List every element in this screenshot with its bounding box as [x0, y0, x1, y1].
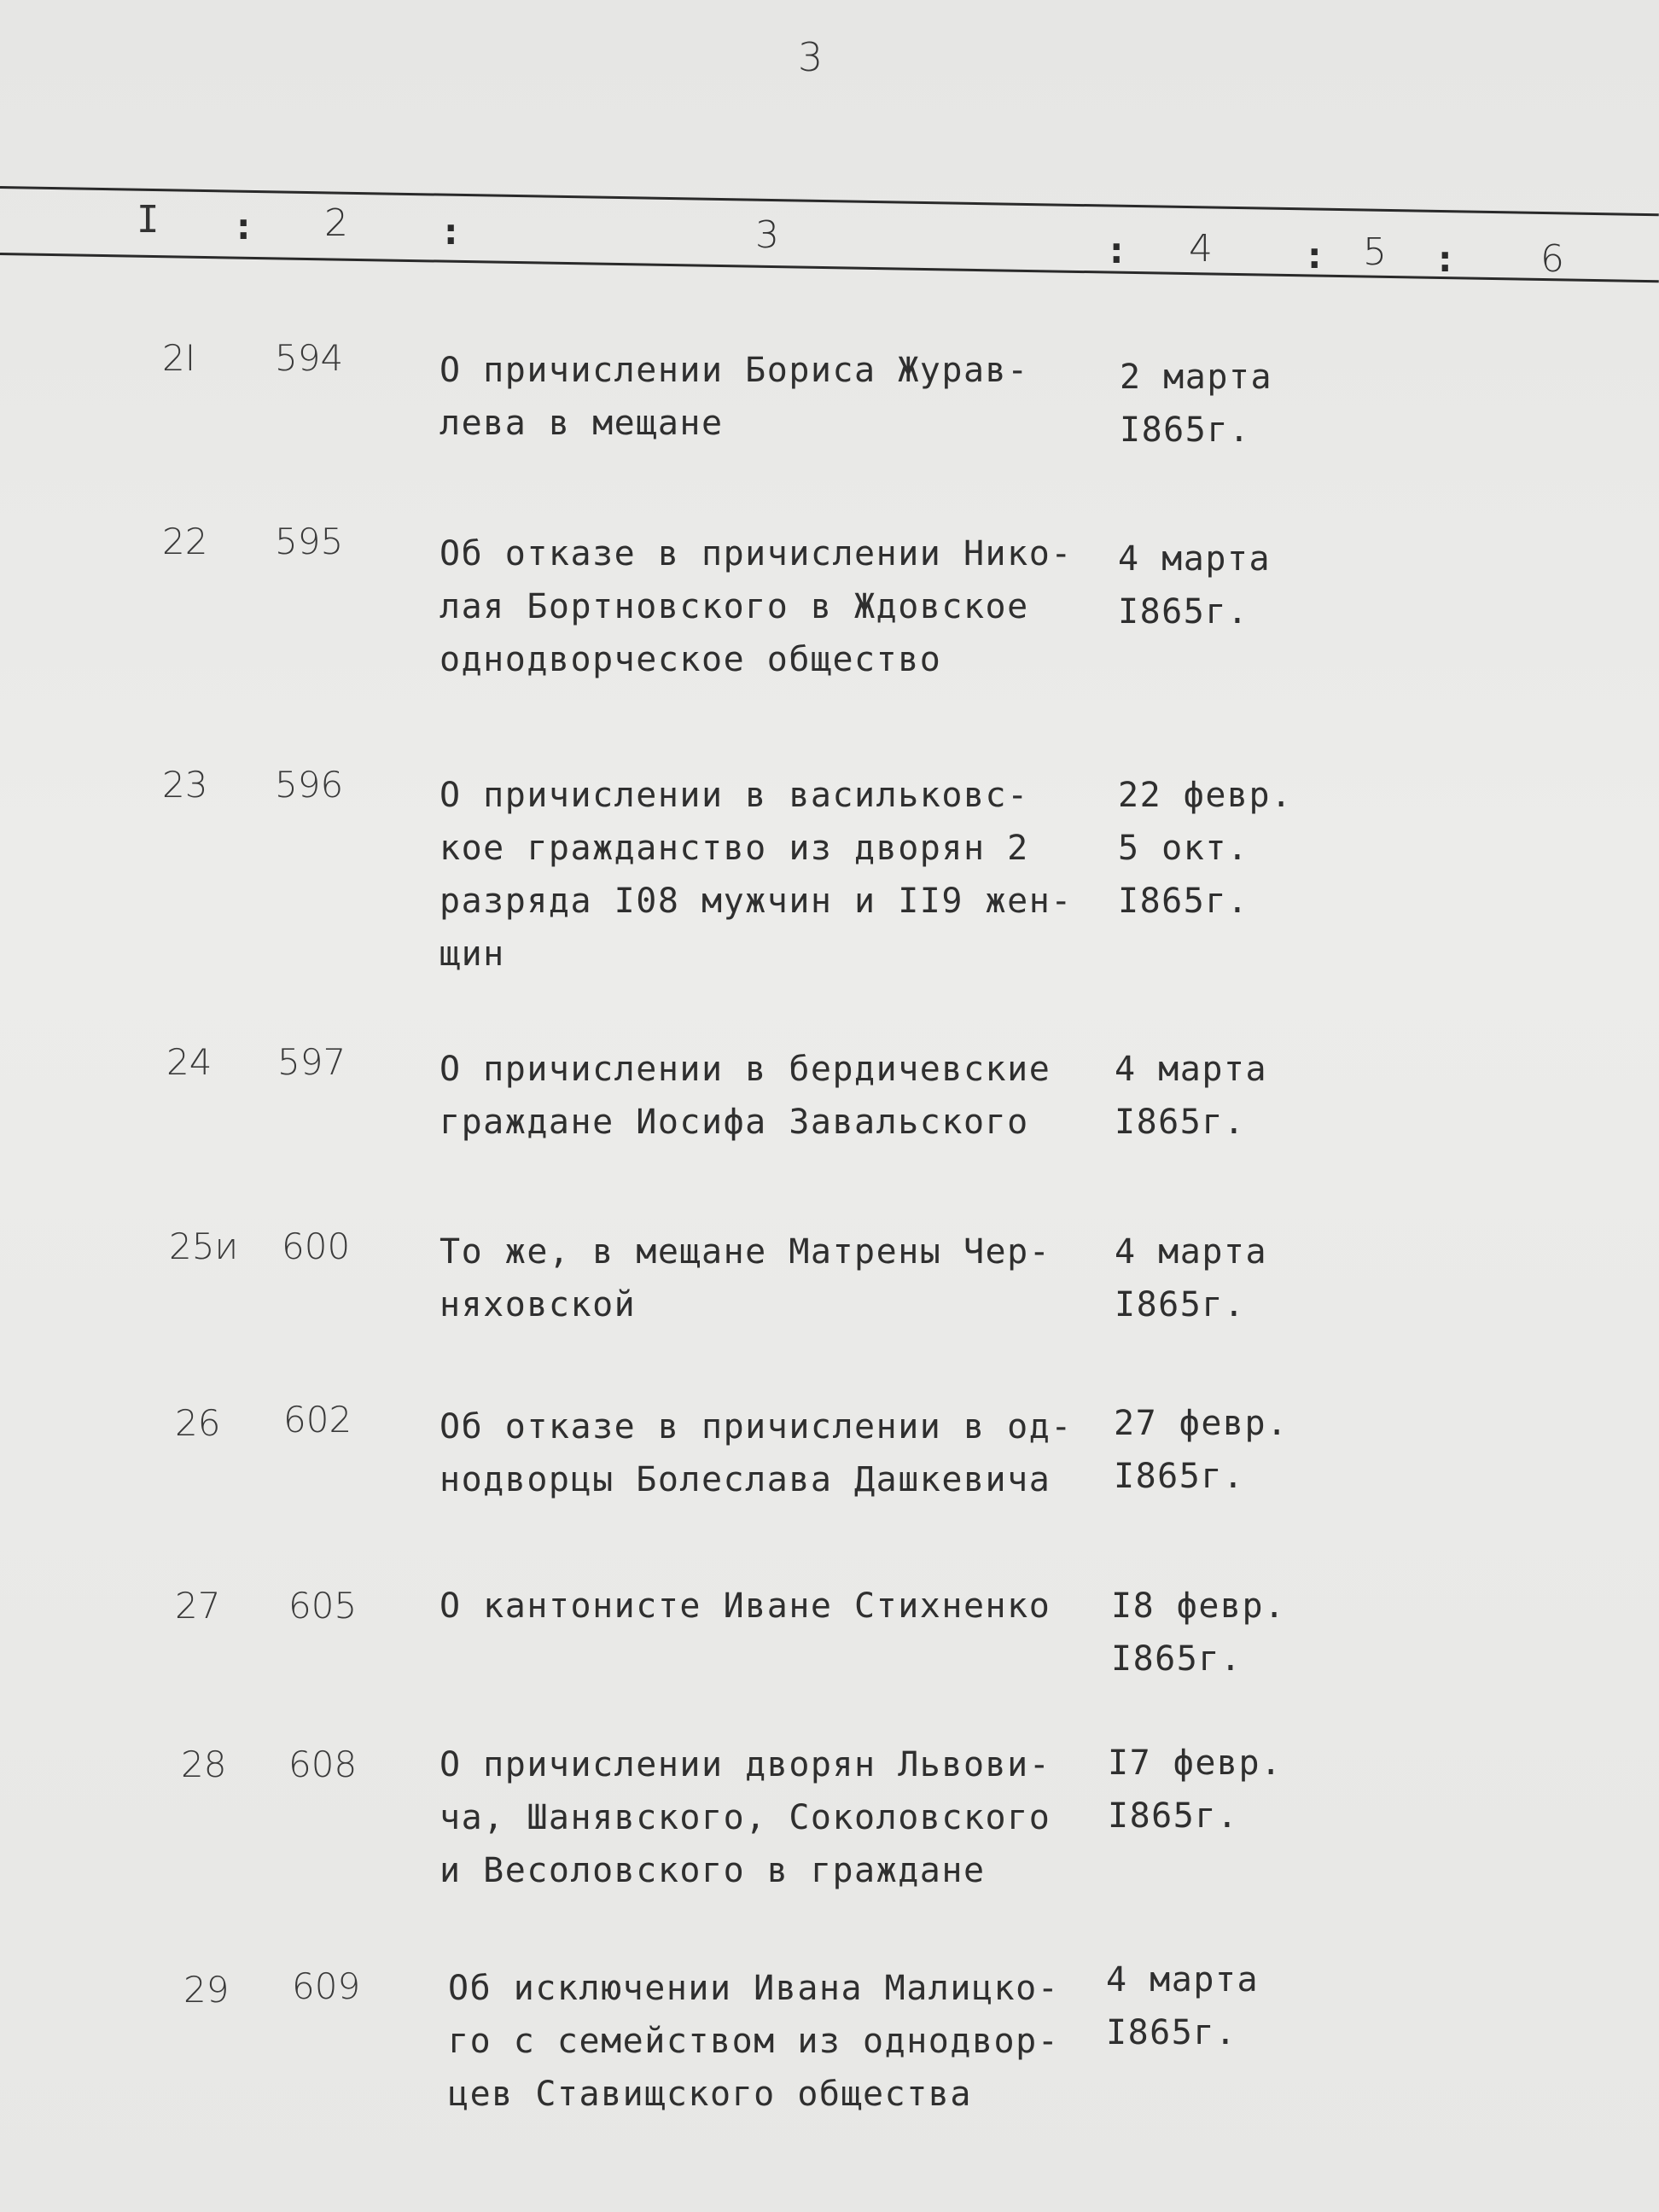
- case-number: 596: [275, 764, 344, 806]
- title-line: го с семейством из однодвор-: [448, 2022, 1060, 2061]
- case-number: 595: [275, 521, 344, 562]
- entry-date: [1118, 769, 1400, 928]
- entry-number: 2I: [162, 337, 196, 379]
- column-separator: :: [1434, 237, 1457, 281]
- case-number: 608: [288, 1743, 358, 1785]
- title-line: О причислении в васильковс-: [439, 776, 1029, 815]
- entry-number: 27: [175, 1585, 221, 1627]
- case-number: 600: [282, 1225, 351, 1267]
- entry-title: [439, 1043, 1105, 1149]
- entry-number: 23: [162, 764, 208, 806]
- entry-title: [439, 1580, 1105, 1633]
- entry-date: [1118, 533, 1400, 638]
- title-line: лая Бортновского в Ждовское: [439, 587, 1029, 626]
- entry-number: 26: [175, 1402, 221, 1444]
- title-line: однодворческое общество: [439, 640, 942, 679]
- title-line: и Весоловского в граждане: [439, 1851, 986, 1890]
- date-line: 27 февр.: [1114, 1404, 1289, 1443]
- entry-title: [439, 344, 1105, 450]
- case-number: 605: [288, 1585, 358, 1627]
- title-line: То же, в мещане Матрены Чер-: [439, 1232, 1051, 1272]
- date-line: 4 марта: [1106, 1960, 1260, 2000]
- date-line: I865г.: [1120, 410, 1251, 450]
- date-line: 5 окт.: [1118, 829, 1249, 868]
- column-separator: :: [1105, 229, 1128, 272]
- title-line: О кантонисте Иване Стихненко: [439, 1586, 1051, 1626]
- column-separator: :: [232, 205, 255, 248]
- column-header-2: 2: [324, 201, 348, 245]
- column-header-1: I: [137, 198, 160, 242]
- entry-date: [1108, 1737, 1389, 1842]
- case-number: 602: [283, 1399, 352, 1441]
- case-number: 609: [292, 1965, 361, 2007]
- title-line: разряда I08 мужчин и II9 жен-: [439, 882, 1073, 921]
- title-line: граждане Иосифа Завальского: [439, 1103, 1029, 1142]
- date-line: I865г.: [1114, 1457, 1245, 1496]
- entry-date: [1115, 1225, 1396, 1331]
- title-line: Об исключении Ивана Малицко-: [448, 1969, 1060, 2008]
- header-rule-bottom: [0, 253, 1659, 282]
- title-line: Об отказе в причислении в од-: [439, 1407, 1073, 1447]
- title-line: щин: [439, 934, 505, 974]
- entry-date: [1106, 1953, 1388, 2059]
- entry-title: [439, 1225, 1105, 1331]
- date-line: 2 марта: [1120, 358, 1273, 397]
- entry-number: 25и: [169, 1225, 239, 1267]
- entry-title: [448, 1962, 1114, 2121]
- page-number: 3: [798, 34, 824, 80]
- column-header-3: 3: [755, 213, 779, 257]
- entry-title: [439, 769, 1105, 981]
- title-line: няховской: [439, 1285, 637, 1324]
- entry-date: [1111, 1580, 1393, 1685]
- case-number: 597: [277, 1041, 346, 1083]
- date-line: I8 февр.: [1111, 1586, 1286, 1626]
- entry-date: [1120, 351, 1401, 457]
- case-number: 594: [275, 337, 344, 379]
- title-line: лева в мещане: [439, 404, 724, 443]
- title-line: ча, Шанявского, Соколовского: [439, 1798, 1051, 1837]
- date-line: I865г.: [1106, 2013, 1237, 2052]
- date-line: 4 марта: [1115, 1232, 1268, 1272]
- title-line: цев Ставищского общества: [448, 2075, 972, 2114]
- entry-title: [439, 1738, 1105, 1897]
- column-header-6: 6: [1540, 237, 1564, 281]
- column-header-5: 5: [1363, 230, 1387, 274]
- date-line: I7 февр.: [1108, 1743, 1283, 1783]
- entry-date: [1114, 1397, 1395, 1503]
- title-line: нодворцы Болеслава Дашкевича: [439, 1460, 1051, 1499]
- column-header-4: 4: [1189, 227, 1213, 271]
- entry-number: 28: [181, 1743, 227, 1785]
- entry-number: 22: [162, 521, 208, 562]
- date-line: 4 марта: [1118, 539, 1272, 579]
- entry-number: 29: [183, 1969, 230, 2011]
- date-line: 4 марта: [1115, 1050, 1268, 1089]
- title-line: О причислении Бориса Журав-: [439, 351, 1029, 390]
- title-line: кое гражданство из дворян 2: [439, 829, 1029, 868]
- date-line: I865г.: [1111, 1639, 1243, 1679]
- date-line: I865г.: [1118, 882, 1249, 921]
- entry-date: [1115, 1043, 1396, 1149]
- date-line: I865г.: [1108, 1796, 1239, 1836]
- entry-title: [439, 527, 1105, 686]
- title-line: О причислении в бердичевские: [439, 1050, 1051, 1089]
- title-line: Об отказе в причислении Нико-: [439, 534, 1073, 573]
- column-separator: :: [1303, 234, 1326, 277]
- entry-title: [439, 1400, 1105, 1506]
- column-separator: :: [439, 210, 463, 253]
- date-line: I865г.: [1115, 1285, 1246, 1324]
- entry-number: 24: [166, 1041, 212, 1083]
- date-line: 22 февр.: [1118, 776, 1293, 815]
- date-line: I865г.: [1115, 1103, 1246, 1142]
- title-line: О причислении дворян Львови-: [439, 1745, 1051, 1784]
- date-line: I865г.: [1118, 592, 1249, 632]
